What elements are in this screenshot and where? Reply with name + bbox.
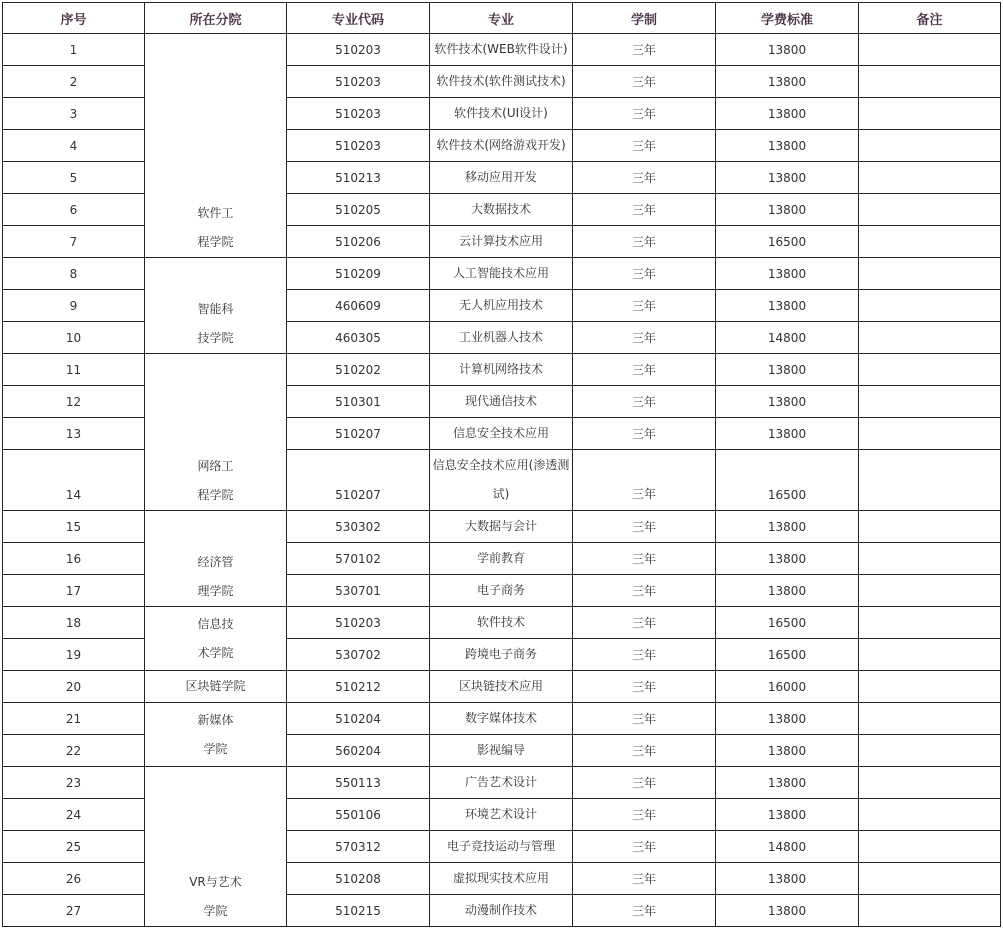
header-row	[3, 3, 1001, 34]
cell-years: 三年	[573, 34, 716, 66]
cell-major: 虚拟现实技术应用	[430, 863, 573, 895]
cell-major: 信息安全技术应用	[430, 418, 573, 450]
cell-college	[145, 511, 287, 607]
cell-note	[859, 607, 1001, 639]
cell-years: 三年	[573, 226, 716, 258]
cell-code: 510203	[287, 607, 430, 639]
cell-code: 530302	[287, 511, 430, 543]
cell-code: 510207	[287, 450, 430, 511]
cell-code: 570312	[287, 831, 430, 863]
header-years: 学制	[573, 3, 716, 34]
cell-code: 550106	[287, 799, 430, 831]
college-name-line1: 新媒体	[197, 712, 234, 727]
cell-major: 广告艺术设计	[430, 767, 573, 799]
cell-note	[859, 162, 1001, 194]
cell-note	[859, 290, 1001, 322]
cell-code: 460609	[287, 290, 430, 322]
cell-fee: 13800	[716, 767, 859, 799]
cell-no: 26	[3, 863, 145, 895]
cell-code: 530702	[287, 639, 430, 671]
cell-code: 570102	[287, 543, 430, 575]
cell-note	[859, 575, 1001, 607]
cell-fee: 13800	[716, 258, 859, 290]
cell-years: 三年	[573, 863, 716, 895]
cell-code: 510203	[287, 130, 430, 162]
cell-years: 三年	[573, 450, 716, 511]
cell-code: 510204	[287, 703, 430, 735]
cell-code: 510212	[287, 671, 430, 703]
cell-major: 工业机器人技术	[430, 322, 573, 354]
cell-years: 三年	[573, 735, 716, 767]
cell-years: 三年	[573, 290, 716, 322]
cell-no: 4	[3, 130, 145, 162]
cell-fee: 13800	[716, 98, 859, 130]
major-line2: 试)	[492, 487, 510, 501]
cell-years: 三年	[573, 671, 716, 703]
cell-fee: 13800	[716, 386, 859, 418]
cell-note	[859, 258, 1001, 290]
cell-code: 510208	[287, 863, 430, 895]
cell-note	[859, 543, 1001, 575]
cell-fee: 13800	[716, 575, 859, 607]
header-no: 序号	[3, 3, 145, 34]
college-name-line2: 学院	[203, 904, 228, 918]
cell-note	[859, 34, 1001, 66]
cell-code: 510215	[287, 895, 430, 927]
cell-note	[859, 386, 1001, 418]
cell-major: 软件技术(软件测试技术)	[430, 66, 573, 98]
cell-years: 三年	[573, 511, 716, 543]
cell-no: 27	[3, 895, 145, 927]
cell-note	[859, 671, 1001, 703]
cell-note	[859, 703, 1001, 735]
header-college: 所在分院	[145, 3, 287, 34]
cell-code: 510205	[287, 194, 430, 226]
cell-major: 软件技术(WEB软件设计)	[430, 34, 573, 66]
cell-major: 现代通信技术	[430, 386, 573, 418]
cell-code: 510209	[287, 258, 430, 290]
cell-major: 云计算技术应用	[430, 226, 573, 258]
cell-note	[859, 450, 1001, 511]
cell-note	[859, 194, 1001, 226]
cell-fee: 14800	[716, 322, 859, 354]
cell-code: 510203	[287, 34, 430, 66]
cell-years: 三年	[573, 194, 716, 226]
college-name-line2: 理学院	[197, 584, 234, 598]
cell-major: 动漫制作技术	[430, 895, 573, 927]
cell-no: 17	[3, 575, 145, 607]
cell-note	[859, 66, 1001, 98]
cell-years: 三年	[573, 895, 716, 927]
cell-note	[859, 511, 1001, 543]
cell-years: 三年	[573, 418, 716, 450]
cell-no: 20	[3, 671, 145, 703]
header-note: 备注	[859, 3, 1001, 34]
cell-fee: 13800	[716, 130, 859, 162]
cell-years: 三年	[573, 767, 716, 799]
cell-years: 三年	[573, 607, 716, 639]
cell-fee: 13800	[716, 194, 859, 226]
table-row	[3, 258, 1001, 290]
cell-fee: 16000	[716, 671, 859, 703]
cell-major: 软件技术(UI设计)	[430, 98, 573, 130]
college-name-line2: 术学院	[197, 645, 234, 660]
college-name-line1: 智能科	[197, 302, 234, 316]
cell-fee: 13800	[716, 66, 859, 98]
cell-years: 三年	[573, 258, 716, 290]
cell-fee: 13800	[716, 34, 859, 66]
cell-major: 大数据技术	[430, 194, 573, 226]
cell-years: 三年	[573, 354, 716, 386]
college-name-line2: 技学院	[197, 331, 234, 345]
cell-years: 三年	[573, 799, 716, 831]
college-name-line1: 经济管	[197, 555, 234, 569]
cell-no: 23	[3, 767, 145, 799]
cell-note	[859, 354, 1001, 386]
cell-no: 2	[3, 66, 145, 98]
cell-major: 大数据与会计	[430, 511, 573, 543]
cell-fee: 13800	[716, 354, 859, 386]
cell-fee: 16500	[716, 607, 859, 639]
cell-no: 5	[3, 162, 145, 194]
cell-major: 环境艺术设计	[430, 799, 573, 831]
cell-college	[145, 671, 287, 703]
cell-no: 18	[3, 607, 145, 639]
cell-no: 8	[3, 258, 145, 290]
cell-code: 560204	[287, 735, 430, 767]
cell-major: 移动应用开发	[430, 162, 573, 194]
cell-fee: 16500	[716, 226, 859, 258]
cell-code: 510203	[287, 66, 430, 98]
cell-no: 21	[3, 703, 145, 735]
college-name-line1: 信息技	[197, 616, 234, 631]
cell-major: 数字媒体技术	[430, 703, 573, 735]
cell-note	[859, 322, 1001, 354]
cell-major: 电子竞技运动与管理	[430, 831, 573, 863]
college-name-line2: 学院	[203, 741, 228, 756]
cell-no: 7	[3, 226, 145, 258]
cell-college	[145, 34, 287, 258]
college-name-line1: 网络工	[197, 459, 234, 473]
table-row	[3, 511, 1001, 543]
cell-no: 6	[3, 194, 145, 226]
cell-years: 三年	[573, 98, 716, 130]
header-code: 专业代码	[287, 3, 430, 34]
cell-fee: 16500	[716, 450, 859, 511]
header-major: 专业	[430, 3, 573, 34]
cell-note	[859, 130, 1001, 162]
cell-code: 510213	[287, 162, 430, 194]
cell-years: 三年	[573, 703, 716, 735]
cell-years: 三年	[573, 831, 716, 863]
table-row	[3, 607, 1001, 639]
cell-no: 10	[3, 322, 145, 354]
cell-no: 19	[3, 639, 145, 671]
cell-major: 学前教育	[430, 543, 573, 575]
cell-college	[145, 258, 287, 354]
cell-major: 区块链技术应用	[430, 671, 573, 703]
cell-note	[859, 226, 1001, 258]
cell-fee: 13800	[716, 895, 859, 927]
cell-major	[430, 450, 573, 511]
table-body	[3, 34, 1001, 927]
cell-college	[145, 607, 287, 671]
college-name-line1: VR与艺术	[189, 875, 242, 889]
cell-major: 电子商务	[430, 575, 573, 607]
cell-note	[859, 735, 1001, 767]
cell-fee: 13800	[716, 799, 859, 831]
cell-note	[859, 418, 1001, 450]
cell-major: 跨境电子商务	[430, 639, 573, 671]
cell-no: 14	[3, 450, 145, 511]
cell-years: 三年	[573, 575, 716, 607]
cell-years: 三年	[573, 639, 716, 671]
cell-fee: 13800	[716, 863, 859, 895]
cell-fee: 14800	[716, 831, 859, 863]
cell-no: 9	[3, 290, 145, 322]
cell-college	[145, 767, 287, 927]
cell-no: 25	[3, 831, 145, 863]
table-row	[3, 767, 1001, 799]
tuition-table	[2, 2, 1001, 927]
cell-note	[859, 799, 1001, 831]
cell-code: 550113	[287, 767, 430, 799]
cell-no: 15	[3, 511, 145, 543]
cell-note	[859, 98, 1001, 130]
cell-no: 3	[3, 98, 145, 130]
table-row	[3, 671, 1001, 703]
cell-code: 460305	[287, 322, 430, 354]
cell-major: 人工智能技术应用	[430, 258, 573, 290]
college-name-line2: 程学院	[197, 235, 234, 249]
cell-note	[859, 863, 1001, 895]
cell-code: 510203	[287, 98, 430, 130]
cell-fee: 16500	[716, 639, 859, 671]
cell-note	[859, 895, 1001, 927]
cell-code: 510301	[287, 386, 430, 418]
cell-no: 13	[3, 418, 145, 450]
cell-fee: 13800	[716, 290, 859, 322]
cell-years: 三年	[573, 543, 716, 575]
cell-years: 三年	[573, 322, 716, 354]
college-name-line1: 区块链学院	[185, 679, 246, 693]
cell-fee: 13800	[716, 511, 859, 543]
cell-no: 11	[3, 354, 145, 386]
cell-no: 22	[3, 735, 145, 767]
cell-major: 影视编导	[430, 735, 573, 767]
college-name-line1: 软件工	[197, 206, 234, 220]
cell-fee: 13800	[716, 162, 859, 194]
cell-major: 软件技术	[430, 607, 573, 639]
cell-fee: 13800	[716, 418, 859, 450]
cell-years: 三年	[573, 66, 716, 98]
cell-fee: 13800	[716, 735, 859, 767]
header-fee: 学费标准	[716, 3, 859, 34]
table-row	[3, 703, 1001, 735]
cell-college	[145, 354, 287, 511]
cell-no: 12	[3, 386, 145, 418]
cell-years: 三年	[573, 386, 716, 418]
cell-code: 530701	[287, 575, 430, 607]
cell-no: 1	[3, 34, 145, 66]
cell-code: 510206	[287, 226, 430, 258]
cell-major: 软件技术(网络游戏开发)	[430, 130, 573, 162]
cell-no: 16	[3, 543, 145, 575]
cell-fee: 13800	[716, 543, 859, 575]
major-line1: 信息安全技术应用(渗透测	[432, 458, 570, 472]
cell-note	[859, 639, 1001, 671]
cell-note	[859, 831, 1001, 863]
cell-no: 24	[3, 799, 145, 831]
cell-fee: 13800	[716, 703, 859, 735]
cell-years: 三年	[573, 130, 716, 162]
cell-code: 510207	[287, 418, 430, 450]
table-row	[3, 354, 1001, 386]
cell-major: 计算机网络技术	[430, 354, 573, 386]
cell-years: 三年	[573, 162, 716, 194]
cell-college	[145, 703, 287, 767]
cell-major: 无人机应用技术	[430, 290, 573, 322]
cell-code: 510202	[287, 354, 430, 386]
college-name-line2: 程学院	[197, 488, 234, 502]
cell-note	[859, 767, 1001, 799]
table-row	[3, 34, 1001, 66]
